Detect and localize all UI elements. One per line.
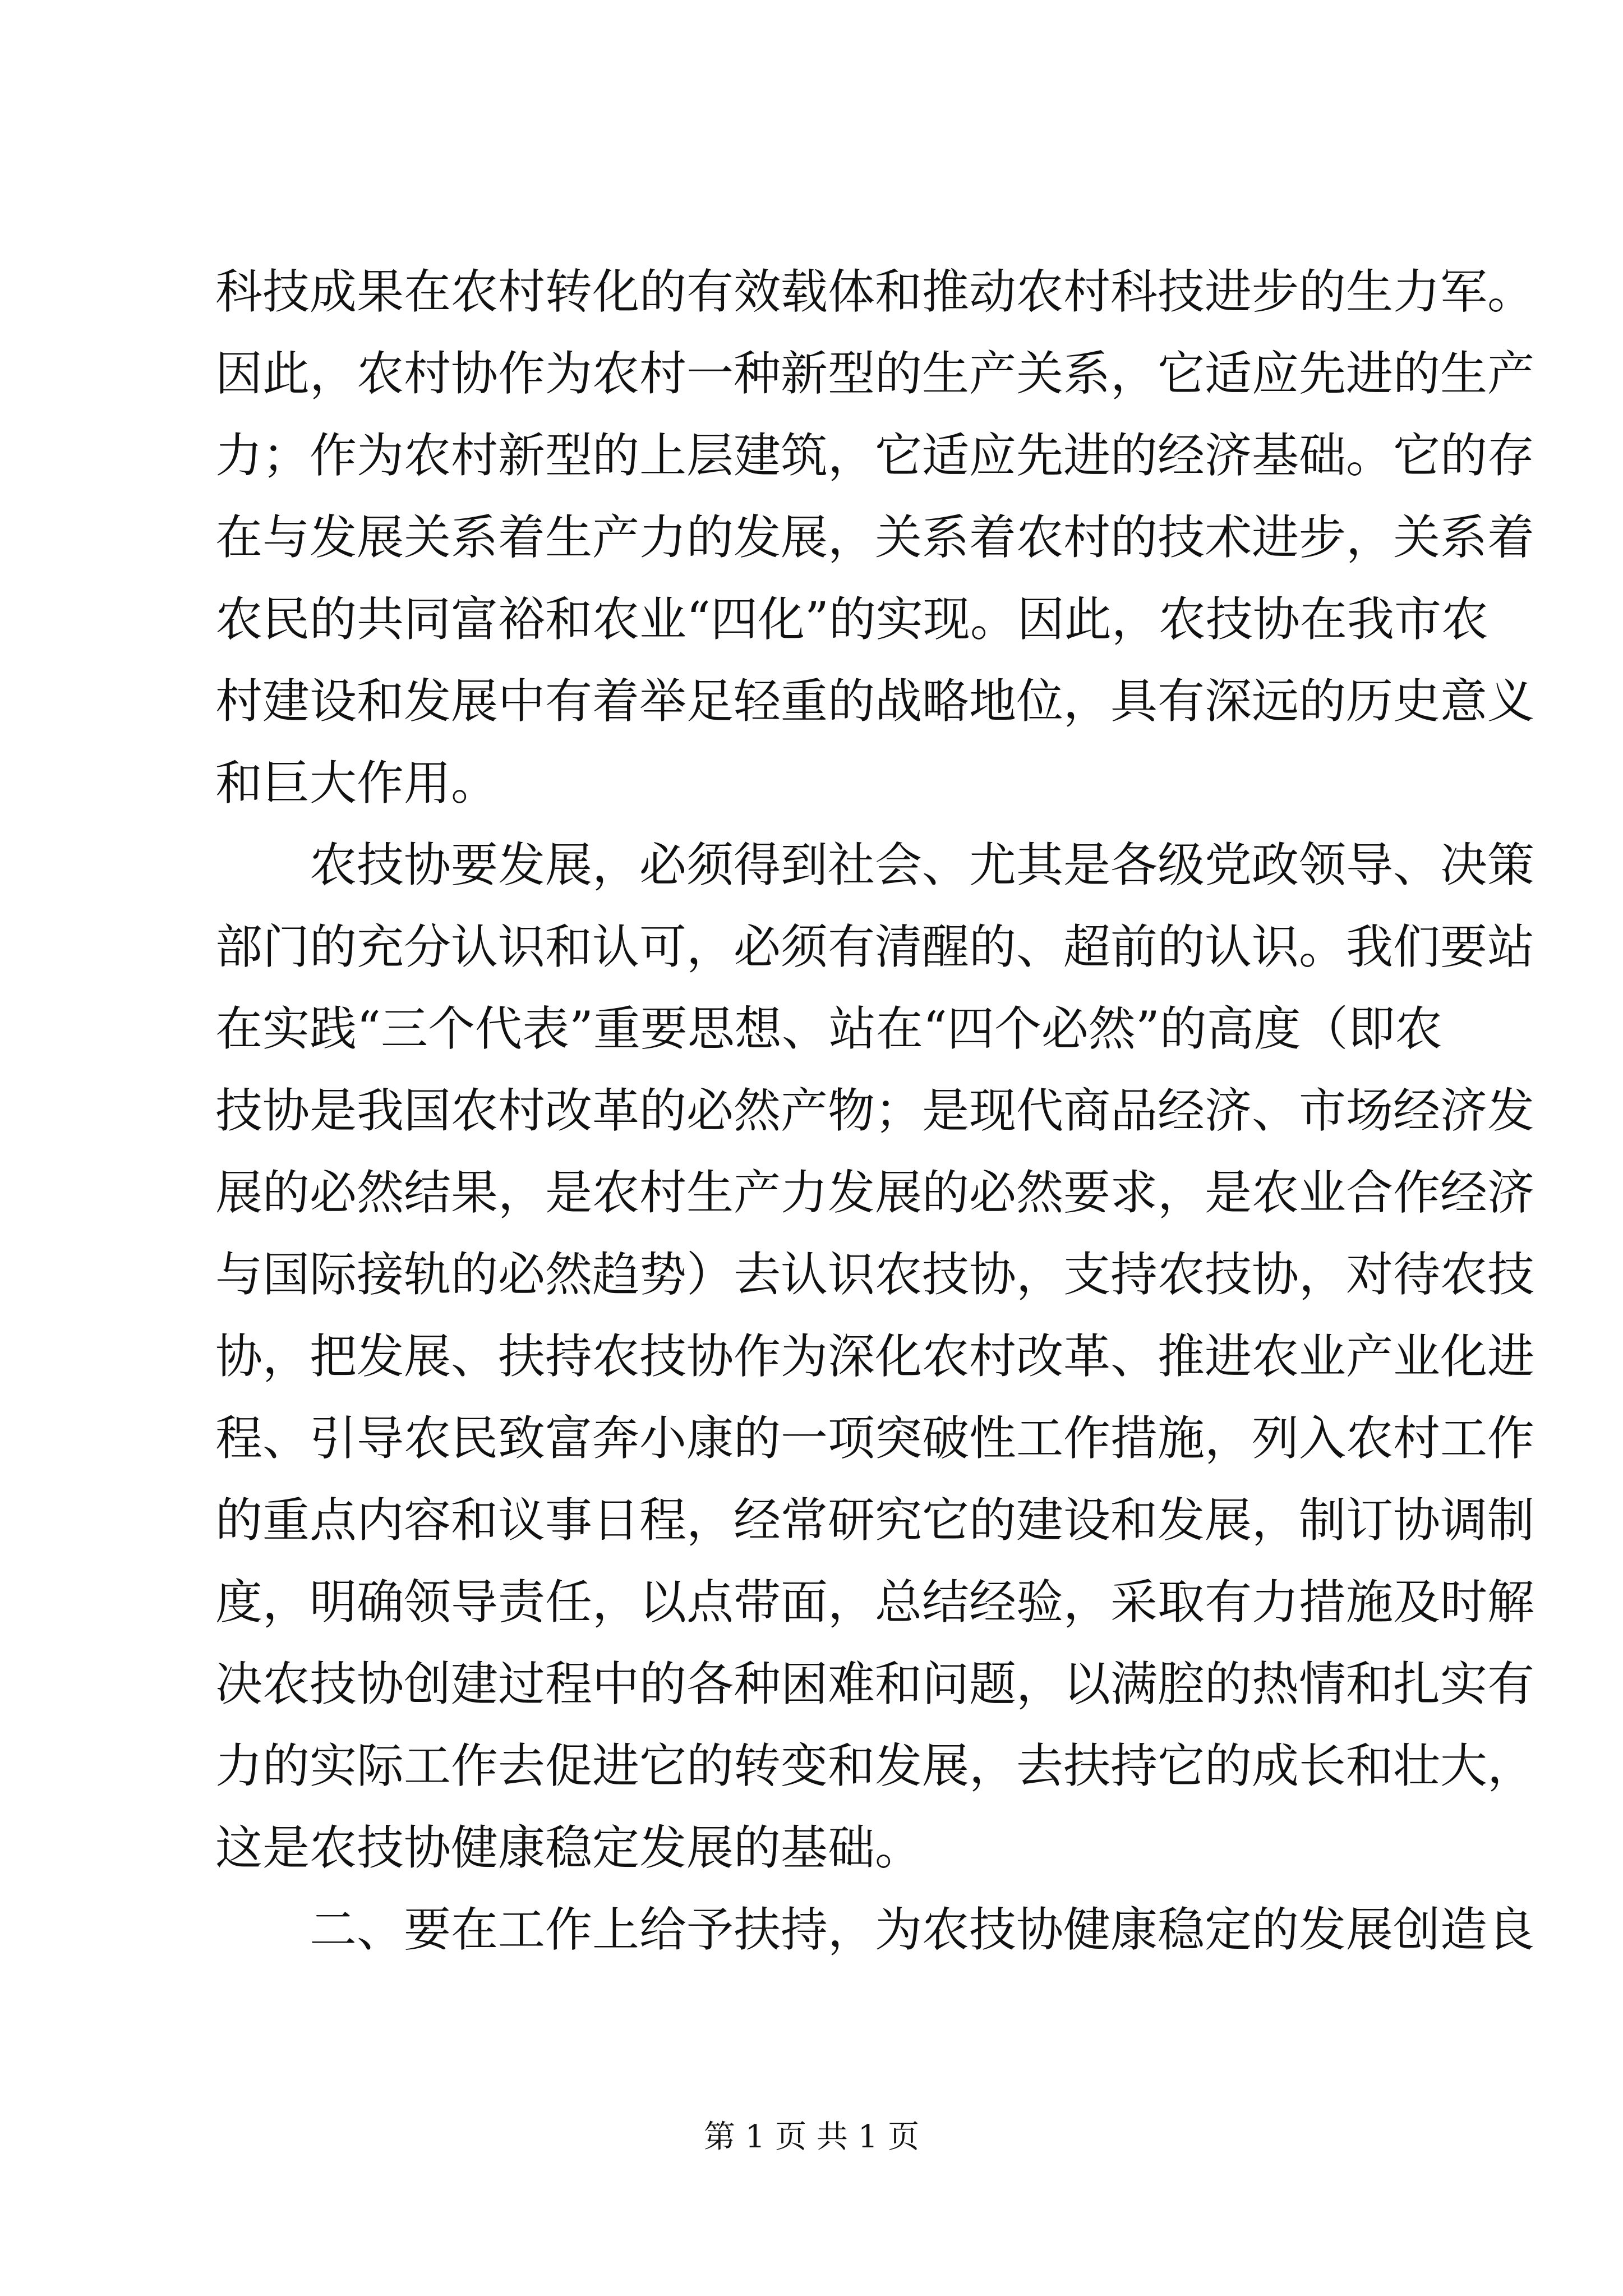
text-line: 因此，农村协作为农村一种新型的生产关系，它适应先进的生产 [215, 346, 1535, 401]
text-line: 农技协要发展，必须得到社会、尤其是各级党政领导、决策 [215, 838, 1535, 892]
text-line: 在与发展关系着生产力的发展，关系着农村的技术进步，关系着 [215, 510, 1535, 565]
text-line: 这是农技协健康稳定发展的基础。 [215, 1820, 923, 1875]
text-line: 度，明确领导责任，以点带面，总结经验，采取有力措施及时解 [215, 1575, 1535, 1630]
text-line: 部门的充分认识和认可，必须有清醒的、超前的认识。我们要站 [215, 919, 1535, 974]
text-line: 决农技协创建过程中的各种困难和问题，以满腔的热情和扎实有 [215, 1657, 1535, 1711]
text-line: 农民的共同富裕和农业“四化”的实现。因此，农技协在我市农 [215, 592, 1488, 647]
text-line: 与国际接轨的必然趋势）去认识农技协，支持农技协，对待农技 [215, 1247, 1535, 1302]
text-line: 村建设和发展中有着举足轻重的战略地位，具有深远的历史意义 [215, 674, 1535, 729]
text-line: 在实践“三个代表”重要思想、站在“四个必然”的高度（即农 [215, 1001, 1442, 1056]
text-line: 协，把发展、扶持农技协作为深化农村改革、推进农业产业化进 [215, 1329, 1535, 1384]
text-line: 力的实际工作去促进它的转变和发展，去扶持它的成长和壮大， [215, 1738, 1535, 1793]
text-line: 和巨大作用。 [215, 756, 499, 811]
text-line: 二、要在工作上给予扶持，为农技协健康稳定的发展创造良 [215, 1902, 1535, 1957]
text-line: 技协是我国农村改革的必然产物；是现代商品经济、市场经济发 [215, 1083, 1535, 1138]
text-line: 程、引导农民致富奔小康的一项突破性工作措施，列入农村工作 [215, 1411, 1535, 1466]
text-line: 展的必然结果，是农村生产力发展的必然要求，是农业合作经济 [215, 1165, 1535, 1220]
text-line: 科技成果在农村转化的有效载体和推动农村科技进步的生力军。 [215, 264, 1535, 319]
page-number-footer: 第 1 页 共 1 页 [703, 2119, 920, 2155]
text-line: 的重点内容和议事日程，经常研究它的建设和发展，制订协调制 [215, 1493, 1535, 1548]
text-line: 力；作为农村新型的上层建筑，它适应先进的经济基础。它的存 [215, 428, 1535, 483]
